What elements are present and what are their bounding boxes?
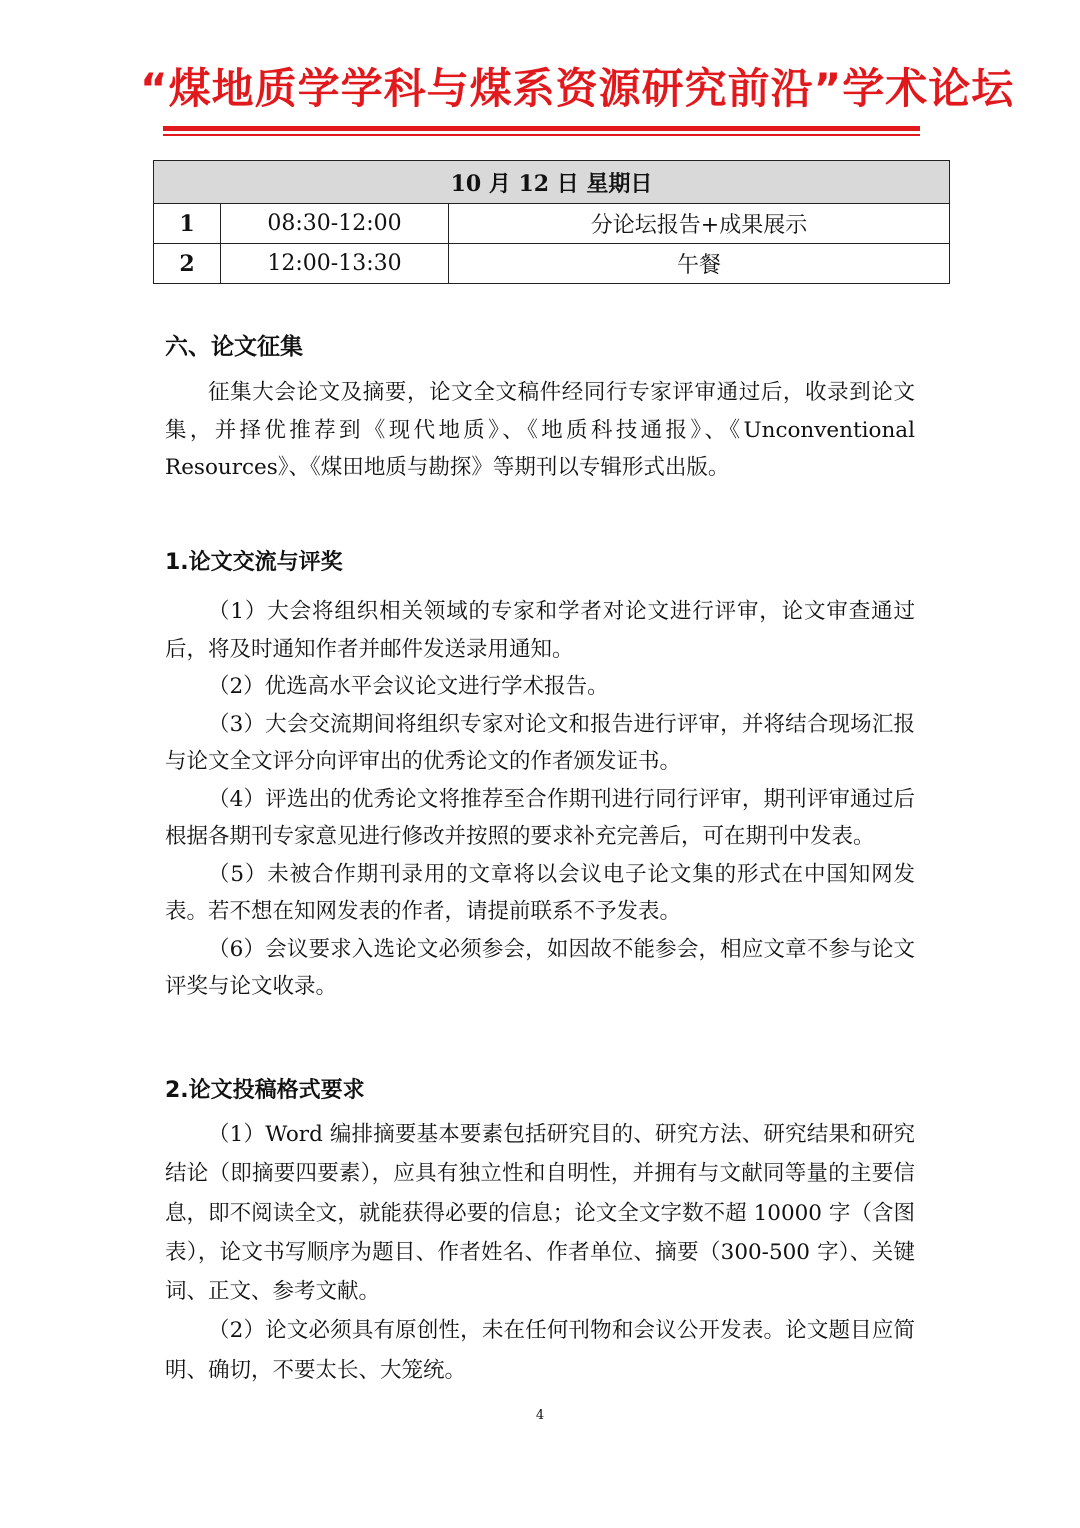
section-6-intro: 征集大会论文及摘要，论文全文稿件经同行专家评审通过后，收录到论文集，并择优推荐到《现代地质》、《地质科技通报》、《Unconventional Resources》、《煤田地质与勘探》等期刊以专辑形式出版。 [165,380,915,480]
list-item: （1）大会将组织相关领域的专家和学者对论文进行评审，论文审查通过后，将及时通知作者并邮件发送录用通知。 [165,599,915,662]
subsection-1-list [165,593,915,1006]
list-item: （5）未被合作期刊录用的文章将以会议电子论文集的形式在中国知网发表。若不想在知网发表的作者，请提前联系不予发表。 [165,861,915,924]
list-item: （3）大会交流期间将组织专家对论文和报告进行评审，并将结合现场汇报与论文全文评分向评审出的优秀论文的作者颁发证书。 [165,711,915,774]
document-title: “煤地质学学科与煤系资源研究前沿”学术论坛 [140,64,1015,113]
section-6-heading: 六、论文征集 [165,334,303,360]
schedule-table [153,160,950,284]
row-number: 2 [154,244,221,284]
row-time: 08:30-12:00 [221,204,449,244]
schedule-header-row [154,161,950,204]
subsection-2-list [165,1115,915,1390]
subsection-1-heading: 1.论文交流与评奖 [165,550,343,575]
row-number: 1 [154,204,221,244]
table-row [154,244,950,284]
row-event: 午餐 [449,244,950,284]
subsection-2-heading: 2.论文投稿格式要求 [165,1078,365,1103]
schedule-date-heading: 10 月 12 日 星期日 [154,161,950,204]
page-number: 4 [535,1408,545,1423]
list-item: （2）论文必须具有原创性，未在任何刊物和会议公开发表。论文题目应简明、确切，不要太长、大笼统。 [165,1318,915,1383]
list-item: （2）优选高水平会议论文进行学术报告。 [208,674,609,699]
list-item: （1）Word 编排摘要基本要素包括研究目的、研究方法、研究结果和研究结论（即摘要四要素），应具有独立性和自明性，并拥有与文献同等量的主要信息，即不阅读全文，就能获得必要的信息；论文全文字数不超 10000 字（含图表），论文书写顺序为题目、作者姓名、作者单位、摘要（300-500 字）、关键词、正文、参考文献。 [165,1122,915,1305]
list-item: （6）会议要求入选论文必须参会，如因故不能参会，相应文章不参与论文评奖与论文收录。 [165,936,915,999]
row-time: 12:00-13:30 [221,244,449,284]
list-item: （4）评选出的优秀论文将推荐至合作期刊进行同行评审，期刊评审通过后根据各期刊专家意见进行修改并按照的要求补充完善后，可在期刊中发表。 [165,786,915,849]
row-event: 分论坛报告+成果展示 [449,204,950,244]
title-underline-thin [163,134,920,136]
table-row [154,204,950,244]
title-underline-thick [163,126,920,131]
